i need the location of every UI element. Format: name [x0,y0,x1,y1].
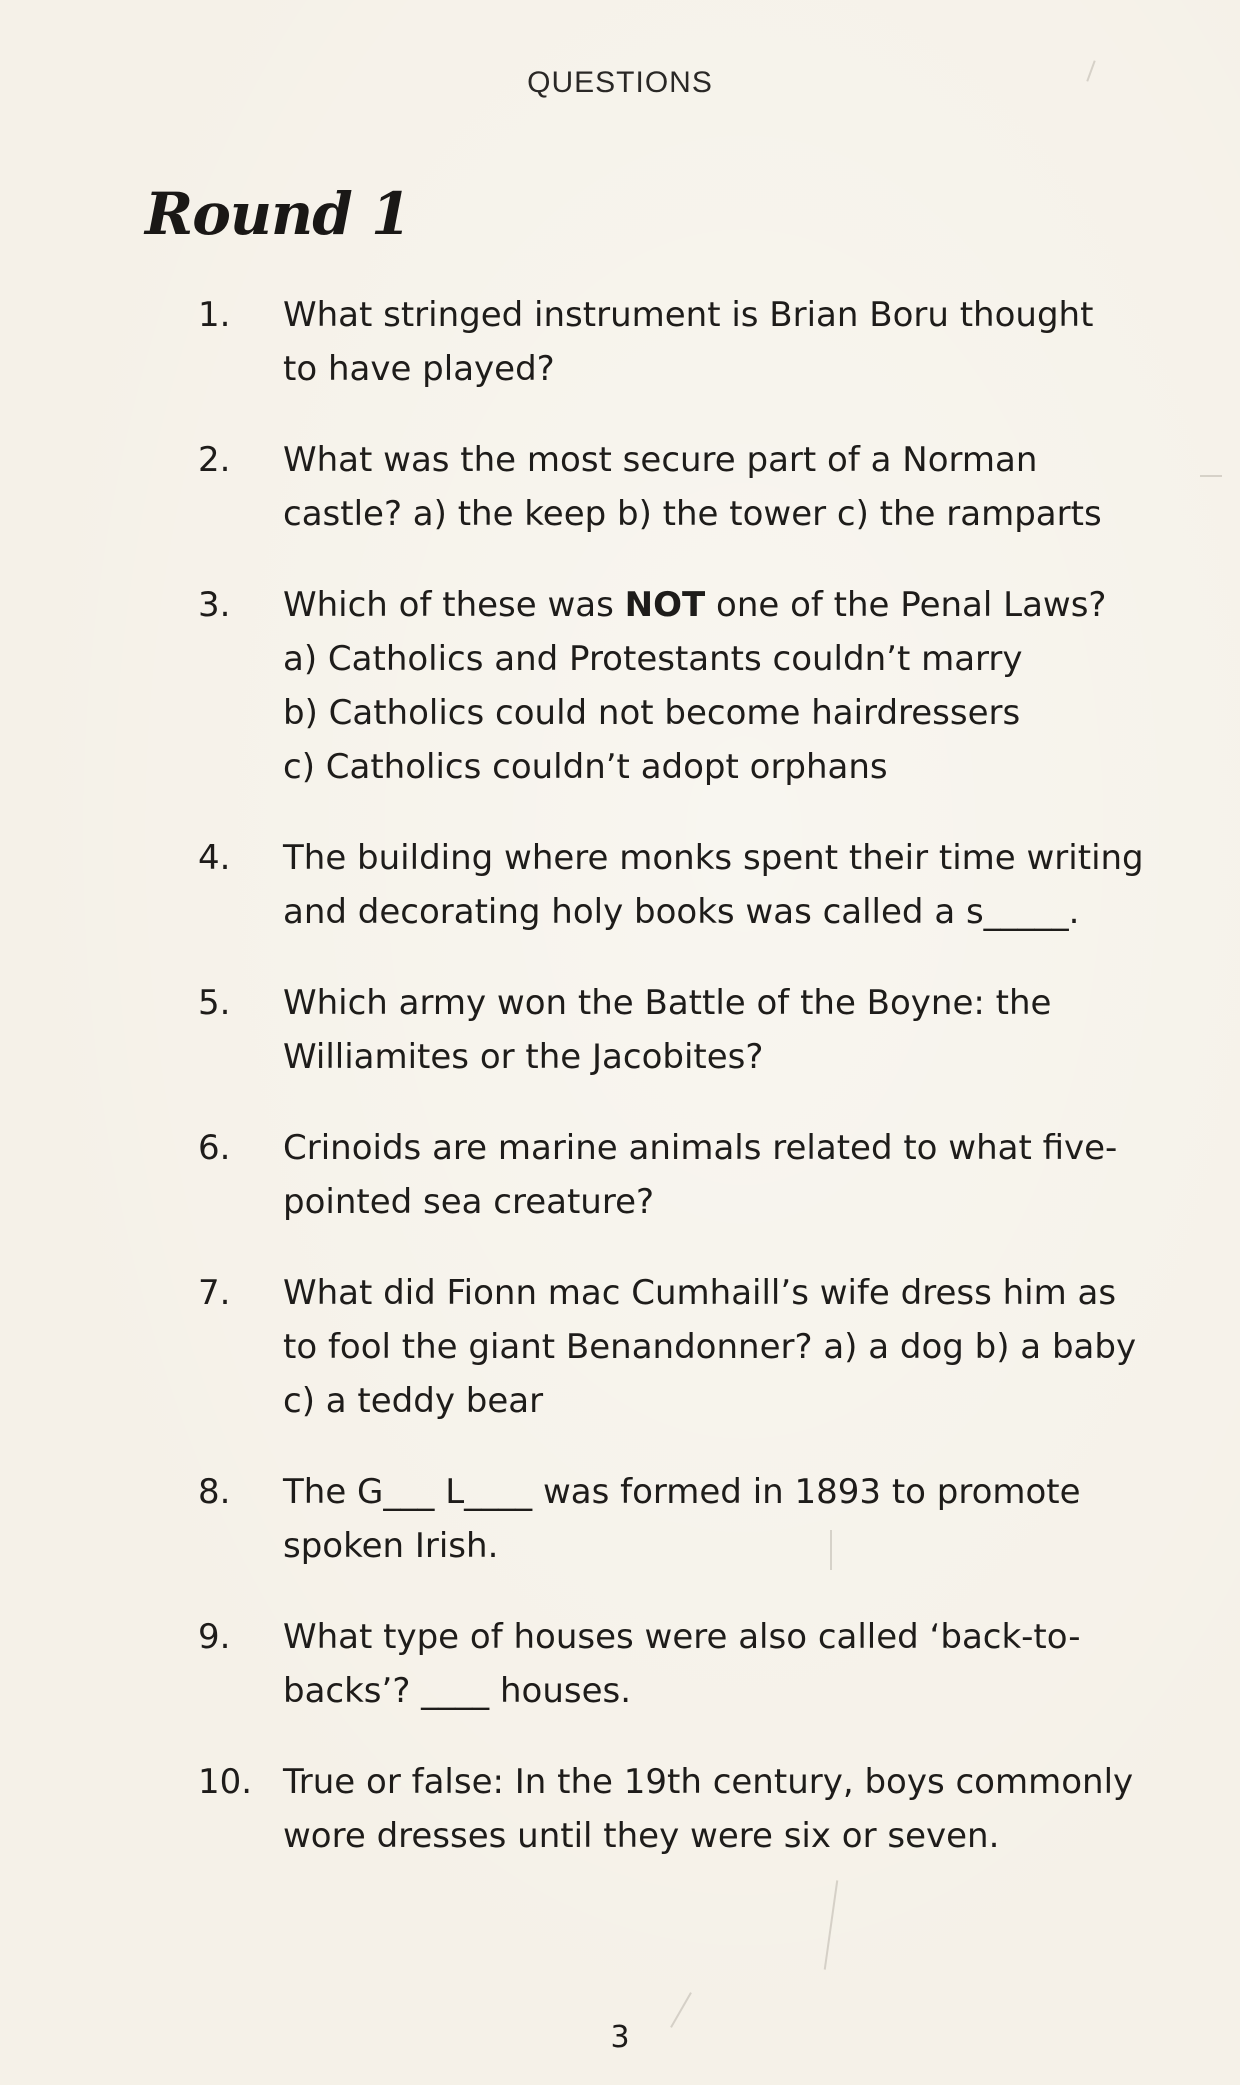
question-item [0,976,1240,1084]
question-number: 3. [198,585,231,625]
question-line [283,578,1107,632]
question-text [283,433,1103,541]
question-line: Williamites or the Jacobites? [283,1037,764,1077]
question-line: The G___ L____ was formed in 1893 to promote [283,1472,1081,1512]
question-number: 7. [198,1273,231,1313]
question-number: 1. [198,295,231,335]
question-line: spoken Irish. [283,1526,499,1566]
question-number: 2. [198,440,231,480]
question-list [0,288,1240,1900]
running-head: QUESTIONS [527,66,713,99]
question-text [283,1266,1137,1428]
question-line: to have played? [283,349,555,389]
question-text-segment: Which of these was [283,585,625,625]
question-item [0,1121,1240,1229]
question-text [283,1755,1134,1863]
question-line: backs’? ____ houses. [283,1671,632,1711]
question-line: castle? a) the keep b) the tower c) the ramparts [283,494,1102,534]
scan-mark [830,1530,832,1570]
question-item [0,578,1240,794]
question-text-segment: one of the Penal Laws? [705,585,1107,625]
question-text [283,1465,1103,1573]
question-line: The building where monks spent their time writing [283,838,1144,878]
question-item [0,1610,1240,1718]
question-line: and decorating holy books was called a s_____. [283,892,1080,932]
scan-mark [1200,475,1222,477]
question-line: Which army won the Battle of the Boyne: the [283,983,1052,1023]
question-line: c) a teddy bear [283,1381,544,1421]
question-item [0,1755,1240,1863]
question-item [0,831,1240,939]
question-text [283,976,1103,1084]
question-text [283,578,1107,794]
round-title: Round 1 [145,180,411,248]
page-number: 3 [610,2020,630,2055]
question-number: 5. [198,983,231,1023]
answer-option: a) Catholics and Protestants couldn’t marry [283,639,1023,679]
question-number: 4. [198,838,231,878]
question-number: 10. [198,1762,253,1802]
question-item [0,288,1240,396]
question-line: What did Fionn mac Cumhaill’s wife dress him as [283,1273,1117,1313]
answer-option: c) Catholics couldn’t adopt orphans [283,747,888,787]
question-text [283,831,1144,939]
question-item [0,1266,1240,1428]
question-number: 8. [198,1472,231,1512]
question-line: What stringed instrument is Brian Boru thought [283,295,1094,335]
question-line: What type of houses were also called ‘back-to- [283,1617,1081,1657]
question-line: to fool the giant Benandonner? a) a dog b) a baby [283,1327,1137,1367]
question-line: Crinoids are marine animals related to what five- [283,1128,1118,1168]
question-text [283,1610,1103,1718]
question-item [0,433,1240,541]
question-text [283,288,1103,396]
question-line: wore dresses until they were six or seven. [283,1816,1000,1856]
question-item [0,1465,1240,1573]
question-number: 6. [198,1128,231,1168]
question-line: pointed sea creature? [283,1182,655,1222]
question-line: What was the most secure part of a Norman [283,440,1038,480]
question-line: True or false: In the 19th century, boys commonly [283,1762,1134,1802]
question-text [283,1121,1118,1229]
emphasis-not: NOT [624,585,706,625]
answer-option: b) Catholics could not become hairdressers [283,693,1021,733]
question-number: 9. [198,1617,231,1657]
